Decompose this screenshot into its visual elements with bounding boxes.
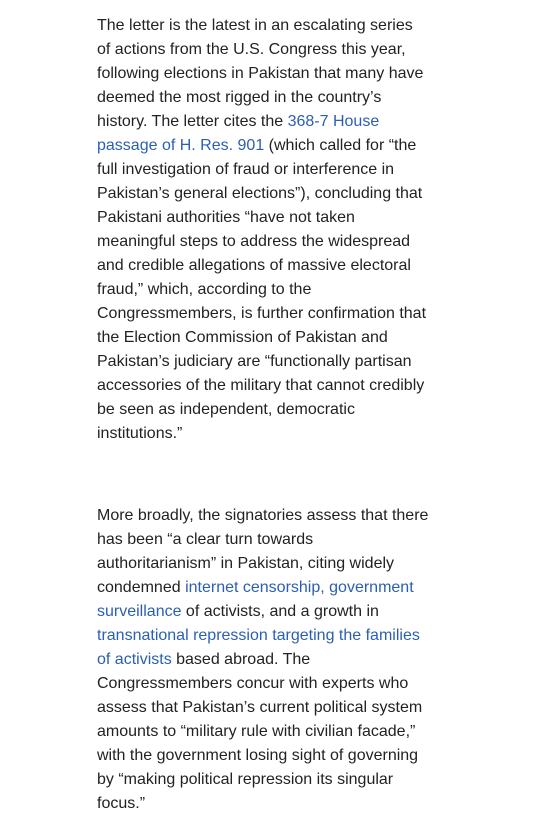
link-transnational-repression[interactable]: transnational repression targeting the families of activists: [97, 627, 420, 668]
paragraph-1-text-a: The letter is the latest in an escalating series of actions from the U.S. Congress this year, following elections in Pakistan that many have deemed the most rigged in the country’s history. The letter cites the: [97, 17, 424, 130]
link-government-surveillance[interactable]: government surveillance: [97, 579, 414, 620]
article-body: [97, 14, 429, 816]
link-separator[interactable]: ,: [320, 579, 330, 596]
paragraph-1-text-b: (which called for “the full investigation of fraud or interference in Pakistan’s general elections”), concluding that Pakistani authorities “have not taken meaningful steps to address the widespread and credible allegations of massive electoral fraud,” which, according to the Congressmembers, is further confirmation that the Election Commission of Pakistan and Pakistan’s judiciary are “functionally partisan accessories of the military that cannot credibly be seen as independent, democratic institutions.”: [97, 137, 427, 442]
paragraph-2-text-a: More broadly, the signatories assess that there has been “a clear turn towards authoritarianism” in Pakistan, citing widely condemned: [97, 507, 429, 596]
paragraph-2-text-b: of activists, and a growth in: [181, 603, 379, 620]
link-h-res-901[interactable]: 368-7 House passage of H. Res. 901: [97, 113, 380, 154]
paragraph-election-fraud: [97, 14, 429, 446]
paragraph-2-text-c: based abroad. The Congressmembers concur with experts who assess that Pakistan’s current political system amounts to “military rule with civilian facade,” with the government losing sight of governing by “making political repression its singular focus.”: [97, 651, 423, 812]
paragraph-authoritarianism: [97, 504, 429, 816]
link-internet-censorship[interactable]: internet censorship: [185, 579, 321, 596]
